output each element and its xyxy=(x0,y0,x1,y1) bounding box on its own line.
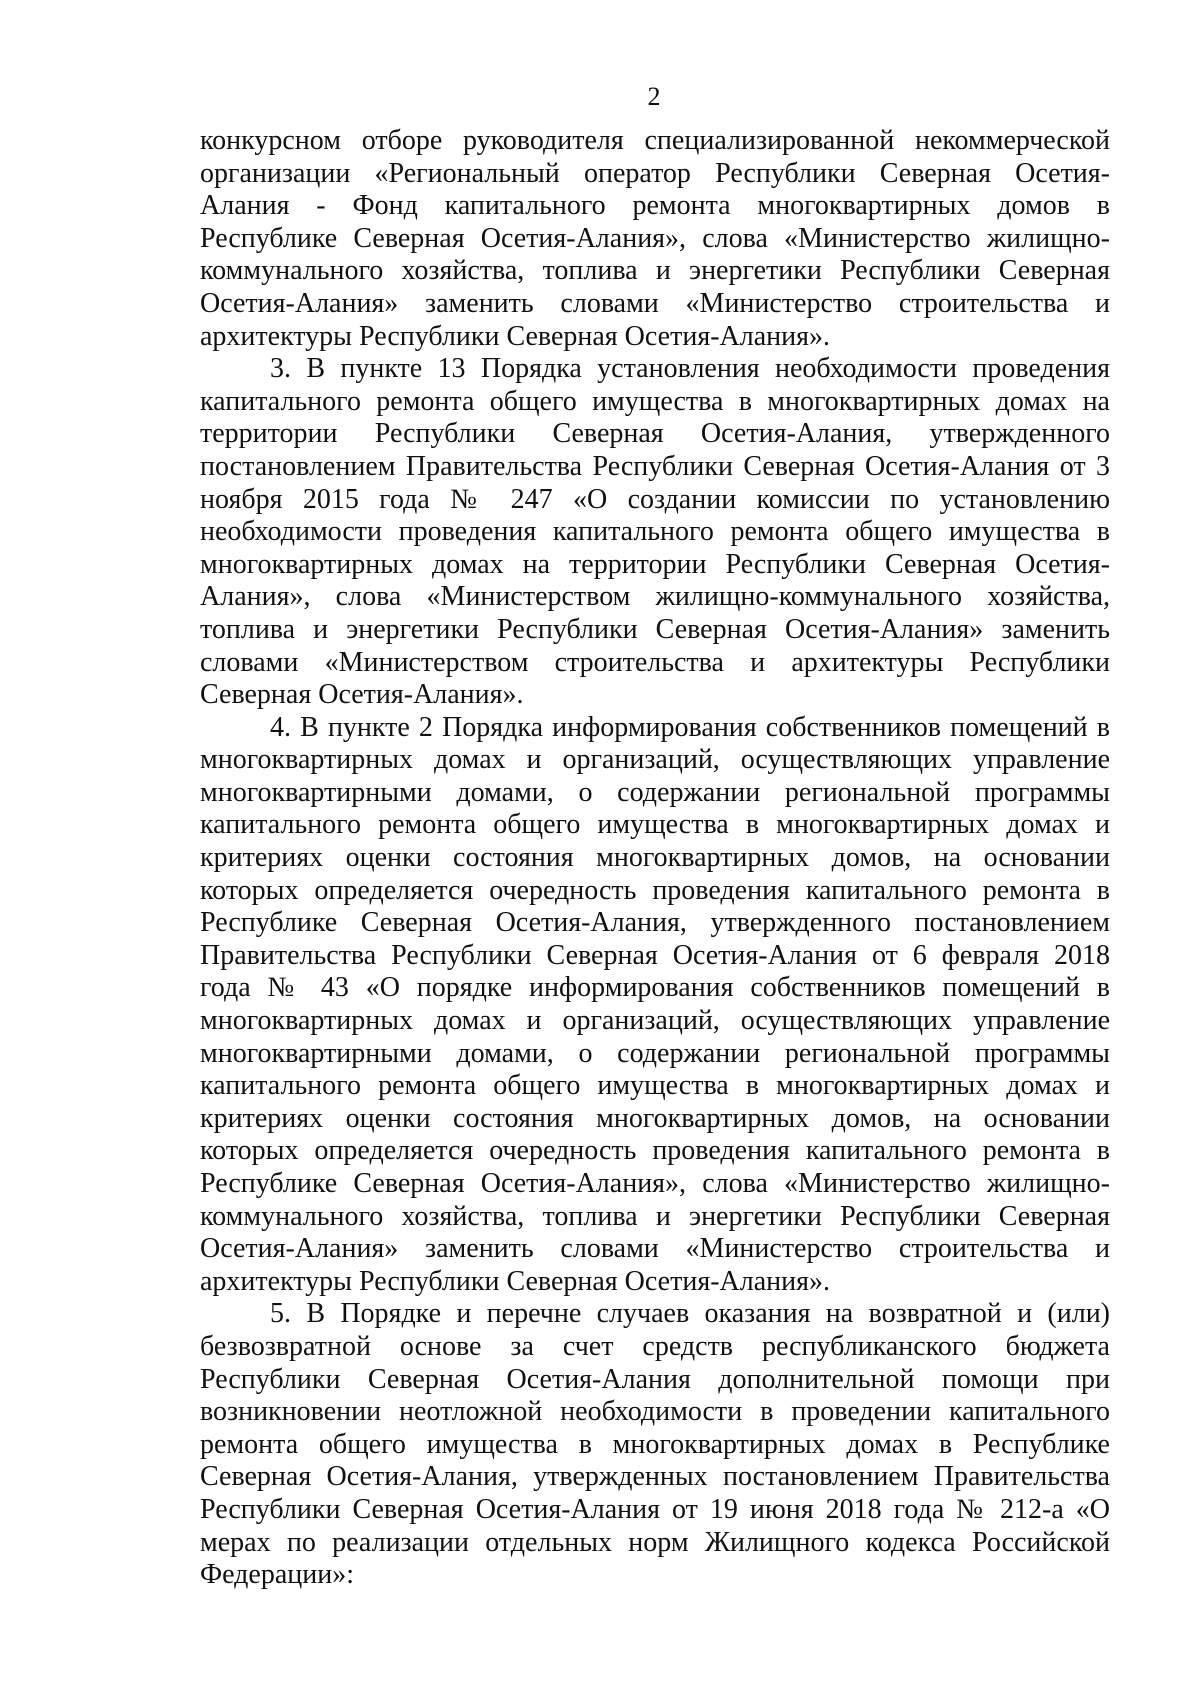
page-number: 2 xyxy=(647,82,661,111)
paragraph-item-3: 3. В пункте 13 Порядка установления необходимости проведения капитального ремонта общего имущества в многоквартирных домах на территории Республики Северная Осетия-Алания, утвержденного постановлением Правительства Республики Северная Осетия-Алания от 3 ноября 2015 года № 247 «О создании комиссии по установлению необходимости проведения капитального ремонта общего имущества в многоквартирных домах на территории Республики Северная Осетия-Алания», слова «Министерством жилищно-коммунального хозяйства, топлива и энергетики Республики Северная Осетия-Алания» заменить словами «Министерством строительства и архитектуры Республики Северная Осетия-Алания». xyxy=(200,353,1110,711)
paragraph-continuation: конкурсном отборе руководителя специализированной некоммерческой организации «Региональный оператор Республики Северная Осетия-Алания - Фонд капитального ремонта многоквартирных домов в Республике Северная Осетия-Алания», слова «Министерство жилищно-коммунального хозяйства, топлива и энергетики Республики Северная Осетия-Алания» заменить словами «Министерство строительства и архитектуры Республики Северная Осетия-Алания». xyxy=(200,125,1110,352)
paragraph-item-4: 4. В пункте 2 Порядка информирования собственников помещений в многоквартирных домах и организаций, осуществляющих управление многоквартирными домами, о содержании региональной программы капитального ремонта общего имущества в многоквартирных домах и критериях оценки состояния многоквартирных домов, на основании которых определяется очередность проведения капитального ремонта в Республике Северная Осетия-Алания, утвержденного постановлением Правительства Республики Северная Осетия-Алания от 6 февраля 2018 года № 43 «О порядке информирования собственников помещений в многоквартирных домах и организаций, осуществляющих управление многоквартирными домами, о содержании региональной программы капитального ремонта общего имущества в многоквартирных домах и критериях оценки состояния многоквартирных домов, на основании которых определяется очередность проведения капитального ремонта в Республике Северная Осетия-Алания», слова «Министерство жилищно-коммунального хозяйства, топлива и энергетики Республики Северная Осетия-Алания» заменить словами «Министерство строительства и архитектуры Республики Северная Осетия-Алания». xyxy=(200,711,1110,1297)
paragraph-item-5: 5. В Порядке и перечне случаев оказания на возвратной и (или) безвозвратной основе за счет средств республиканского бюджета Республики Северная Осетия-Алания дополнительной помощи при возникновении неотложной необходимости в проведении капитального ремонта общего имущества в многоквартирных домах в Республике Северная Осетия-Алания, утвержденных постановлением Правительства Республики Северная Осетия-Алания от 19 июня 2018 года № 212-а «О мерах по реализации отдельных норм Жилищного кодекса Российской Федерации»: xyxy=(200,1298,1110,1591)
document-body xyxy=(200,125,1110,1592)
